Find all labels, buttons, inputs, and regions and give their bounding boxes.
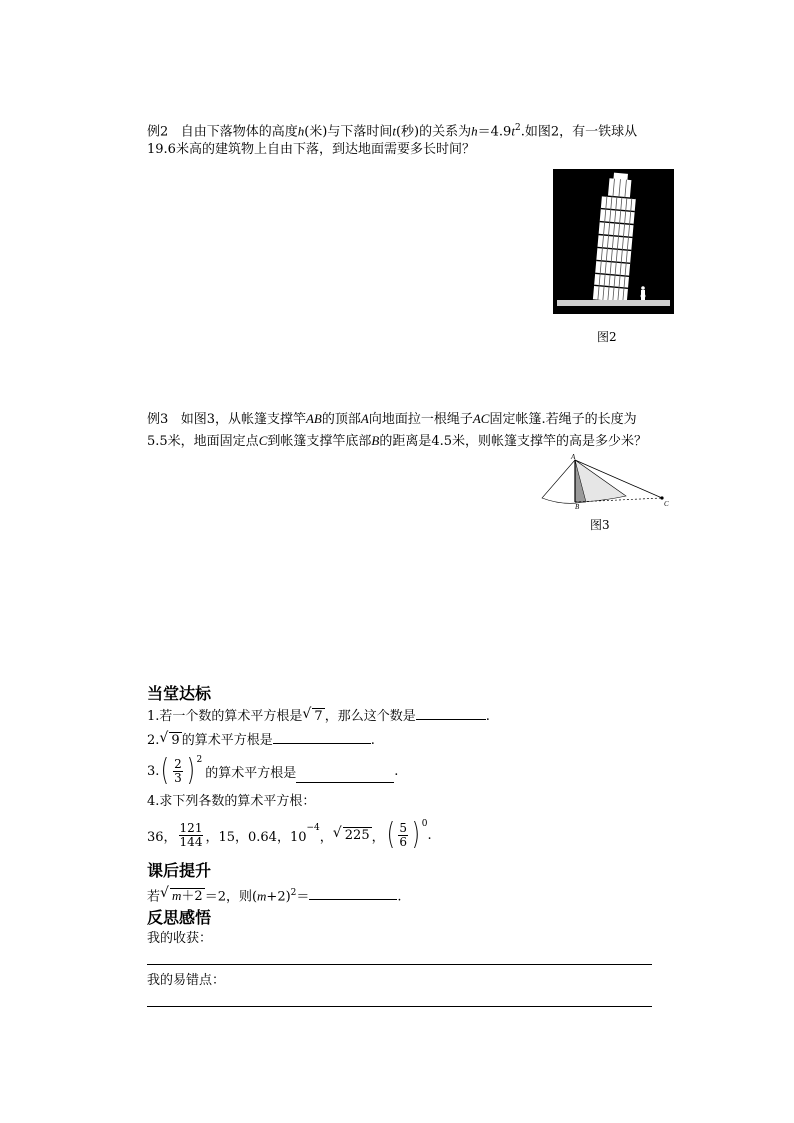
practice-q2: 2. √ 9 的算术平方根是 . xyxy=(147,729,375,752)
example3-line2: 5.5米，地面固定点C到帐篷支撑竿底部B的距离是4.5米，则帐篷支撑竿的高是多少米？ xyxy=(147,433,648,449)
practice-q4: 4.求下列各数的算术平方根： xyxy=(147,794,316,809)
figure3-caption: 图3 xyxy=(590,518,610,532)
practice-q3: 3. ( $\frac{2}{3}$ ) $^2$ 的算术平方根是 . xyxy=(147,753,399,788)
reflection-heading: 反思感悟 xyxy=(147,908,212,927)
example2-line2: 19.6米高的建筑物上自由下落，到达地面需要多长时间？ xyxy=(147,142,475,157)
q1-answer-blank[interactable] xyxy=(416,705,486,720)
practice-q1: 1.若一个数的算术平方根是 √ 7 ，那么这个数是 . xyxy=(147,705,490,728)
reflection-errors-line[interactable] xyxy=(147,1006,652,1007)
fraction-121-144: $\frac{121}{144}$ xyxy=(179,820,203,849)
practice-heading: 当堂达标 xyxy=(147,684,212,703)
sqrt-7: √ 7 xyxy=(302,706,323,724)
figure3-tent-diagram xyxy=(538,450,674,512)
figure2-caption: 图2 xyxy=(597,330,617,344)
q3-answer-blank[interactable] xyxy=(296,768,394,783)
figure3-label-a: A xyxy=(571,453,576,461)
example3-line1: 例3 如图3，从帐篷支撑竿AB的顶部A向地面拉一根绳子AC固定帐篷.若绳子的长度为 xyxy=(147,411,637,427)
reflection-gain-label: 我的收获： xyxy=(147,931,213,946)
figure3-label-b: B xyxy=(575,503,580,511)
fraction-five-sixths-power-zero: ( $\frac{5}{6}$ ) xyxy=(386,817,420,852)
q2-answer-blank[interactable] xyxy=(273,729,371,744)
after-class-answer-blank[interactable] xyxy=(309,885,397,900)
example3-label: 例3 xyxy=(147,412,169,427)
example2-line1: 例2 自由下落物体的高度h(米)与下落时间t(秒)的关系为$h=4.9t^2$.如图2，有一铁球从 xyxy=(147,123,638,140)
reflection-errors-label: 我的易错点： xyxy=(147,973,226,988)
sqrt-9: √ 9 xyxy=(159,730,180,748)
sqrt-m-plus-2: √ m＋2 xyxy=(160,885,203,905)
sqrt-225: √ 225 xyxy=(332,824,370,843)
after-class-heading: 课后提升 xyxy=(147,861,212,880)
fraction-two-thirds-squared: ( $\frac{2}{3}$ ) xyxy=(161,753,195,788)
figure2-tower-image xyxy=(553,169,674,314)
example2-label: 例2 xyxy=(147,124,169,140)
after-class-question: 若 √ m＋2 ＝2，则$(m+2)^2=$ . xyxy=(147,882,402,908)
reflection-gain-line[interactable] xyxy=(147,964,652,965)
practice-q4-numbers: 36， $\frac{121}{144}$ ，15，0.64，10 $^{-4}$ ， √ 225 ， ( $\frac{5}{6}$ ) $^0$ . xyxy=(147,817,432,852)
tower-illustration xyxy=(553,169,674,314)
figure3-label-c: C xyxy=(664,500,669,508)
